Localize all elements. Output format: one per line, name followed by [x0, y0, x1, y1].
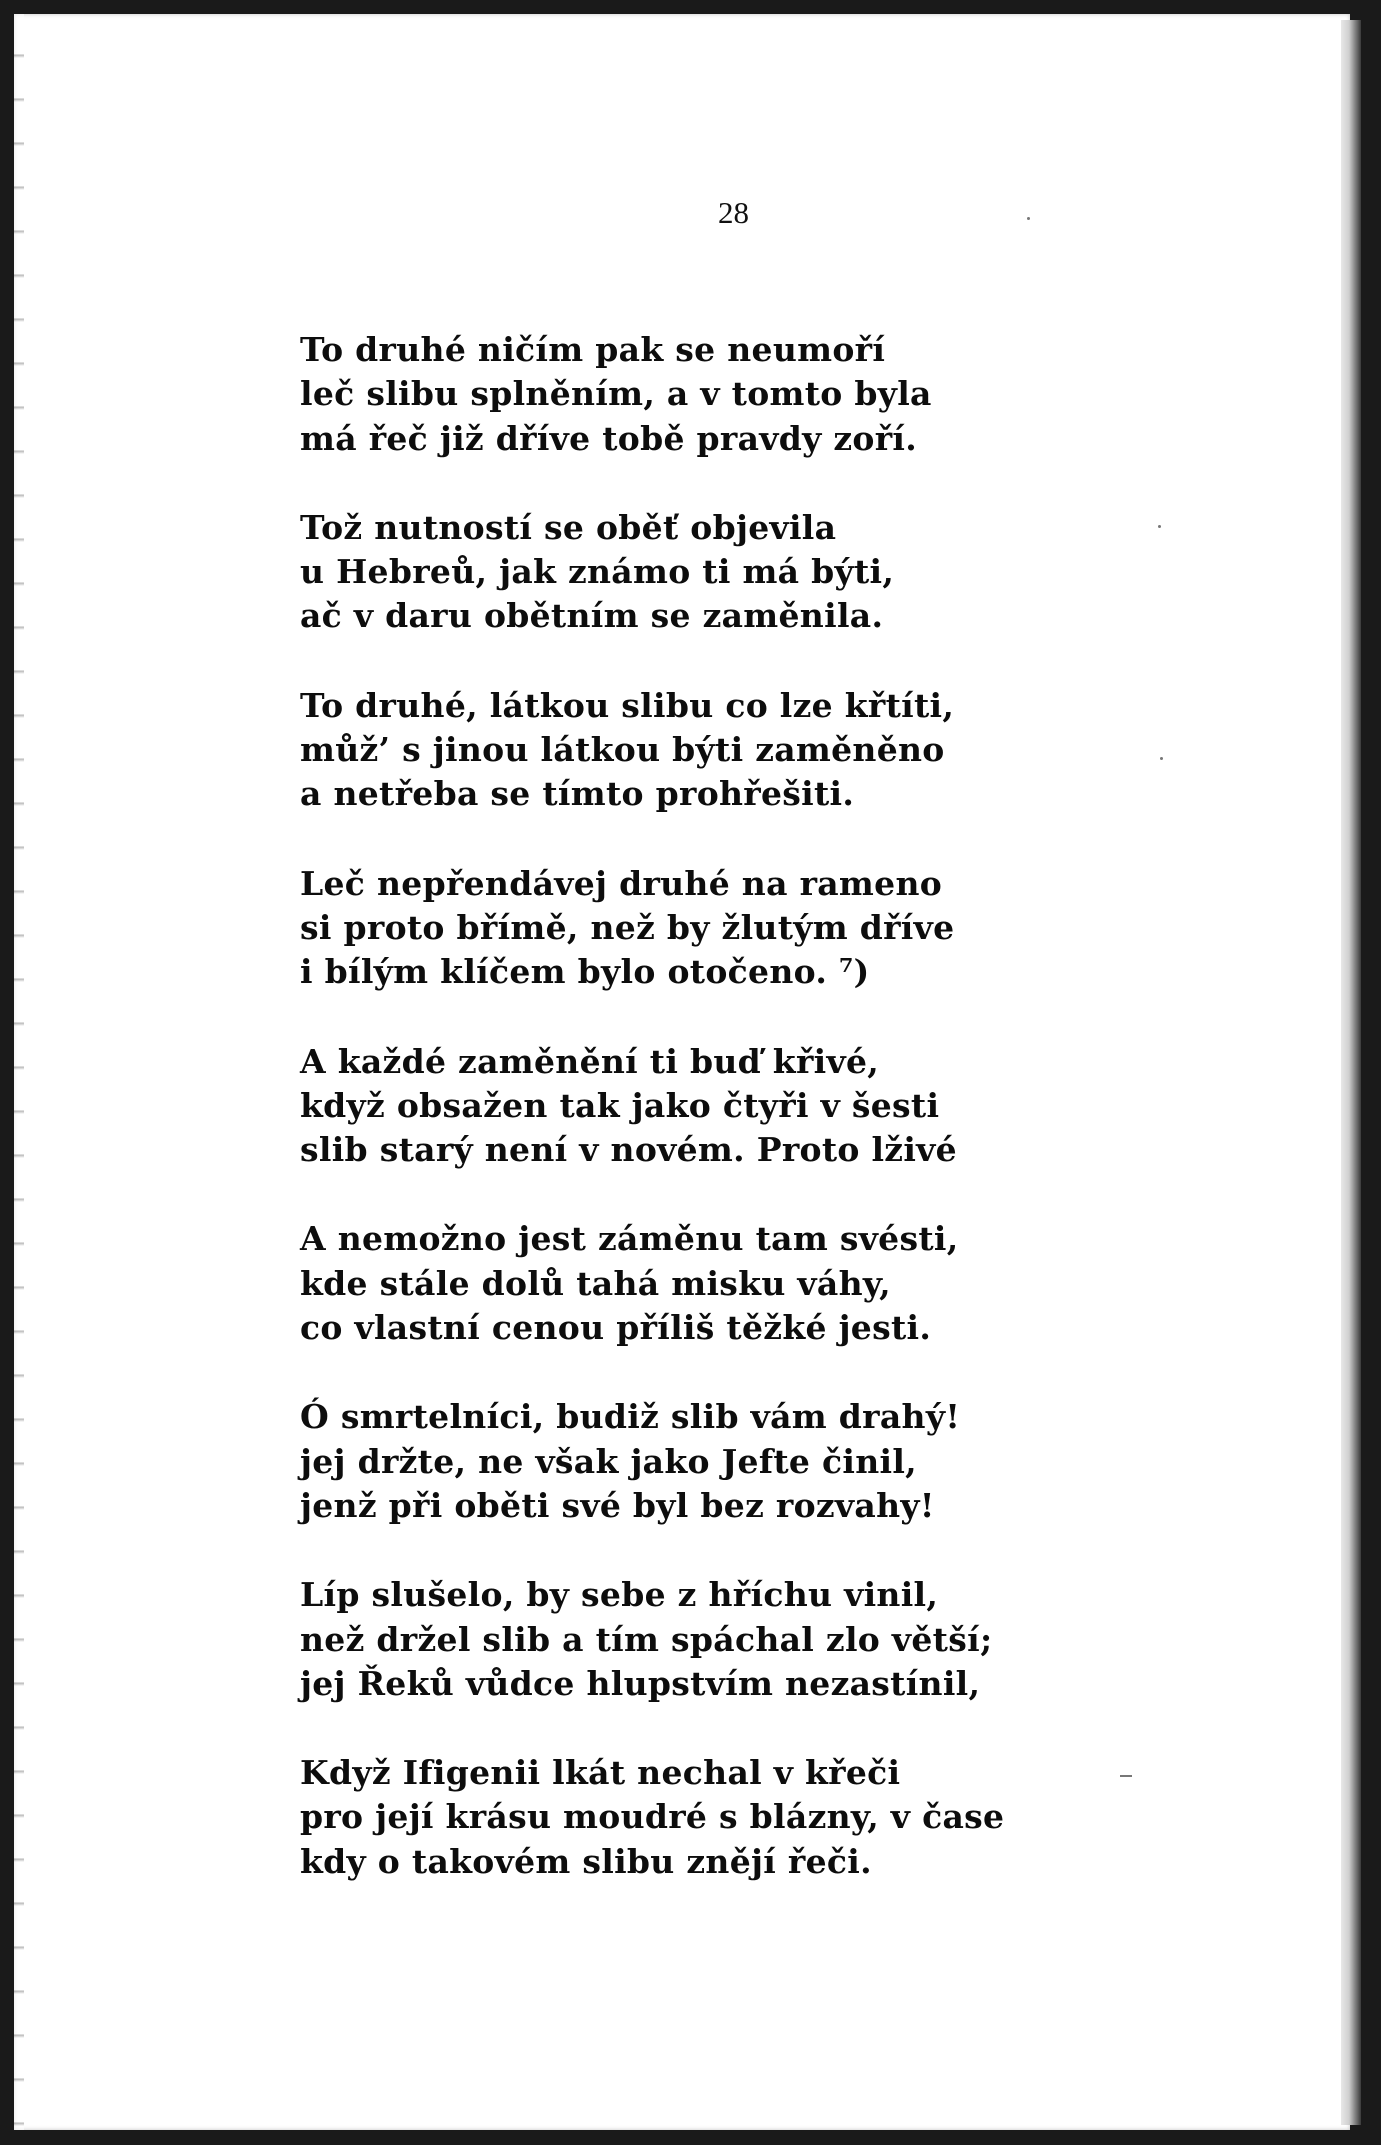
stanza [300, 1573, 1060, 1706]
verse-line: Tož nutností se oběť objevila [300, 507, 837, 547]
verse-line: kdy o takovém slibu znějí řeči. [300, 1841, 872, 1881]
verse-line: Líp slušelo, by sebe z hříchu vinil, [300, 1575, 939, 1615]
page-left-edge [14, 14, 24, 2130]
stanza [300, 862, 1060, 995]
verse-line: ač v daru obětním se zaměnila. [300, 596, 884, 636]
verse-line: Když Ifigenii lkát nechal v křeči [300, 1753, 901, 1793]
verse-line: A nemožno jest záměnu tam svésti, [300, 1219, 959, 1259]
verse-line: leč slibu splněním, a v tomto byla [300, 374, 932, 414]
verse-line: pro její krásu moudré s blázny, v čase [300, 1797, 1005, 1837]
paper-speck [1160, 757, 1163, 760]
stanza [300, 328, 1060, 461]
verse-line: a netřeba se tímto prohřešiti. [300, 774, 855, 814]
paper-speck [1158, 525, 1161, 528]
verse-line: kde stále dolů tahá misku váhy, [300, 1263, 891, 1303]
stanza [300, 1217, 1060, 1350]
verse-line: To druhé, látkou slibu co lze křtíti, [300, 685, 955, 725]
verse-line: než držel slib a tím spáchal zlo větší; [300, 1619, 993, 1659]
verse-line: Ó smrtelníci, budiž slib vám drahý! [300, 1397, 961, 1437]
verse-line: jej Řeků vůdce hlupstvím nezastínil, [300, 1663, 981, 1703]
stanza [300, 506, 1060, 639]
verse-line: i bílým klíčem bylo otočeno. ⁷) [300, 952, 870, 992]
paper-speck [1027, 217, 1030, 220]
verse-line: když obsažen tak jako čtyři v šesti [300, 1085, 940, 1125]
verse-line: jej držte, ne však jako Jefte činil, [300, 1441, 917, 1481]
verse-line: si proto břímě, než by žlutým dříve [300, 907, 955, 947]
verse-line: Leč nepřendávej druhé na rameno [300, 863, 943, 903]
verse-line: slib starý není v novém. Proto lživé [300, 1130, 957, 1170]
verse-line: co vlastní cenou příliš těžké jesti. [300, 1308, 932, 1348]
page-number: 28 [718, 195, 749, 230]
poem-text [300, 328, 1060, 1929]
verse-line: A každé zaměnění ti buď křivé, [300, 1041, 880, 1081]
stanza [300, 684, 1060, 817]
verse-line: jenž při oběti své byl bez rozvahy! [300, 1485, 935, 1525]
verse-line: má řeč již dříve tobě pravdy zoří. [300, 418, 918, 458]
stanza [300, 1751, 1060, 1884]
stanza [300, 1395, 1060, 1528]
stanza [300, 1040, 1060, 1173]
verse-line: u Hebreů, jak známo ti má býti, [300, 552, 895, 592]
paper-speck [1120, 1775, 1132, 1777]
page-right-edge [1341, 20, 1361, 2125]
verse-line: můž’ s jinou látkou býti zaměněno [300, 730, 945, 770]
verse-line: To druhé ničím pak se neumoří [300, 330, 886, 369]
